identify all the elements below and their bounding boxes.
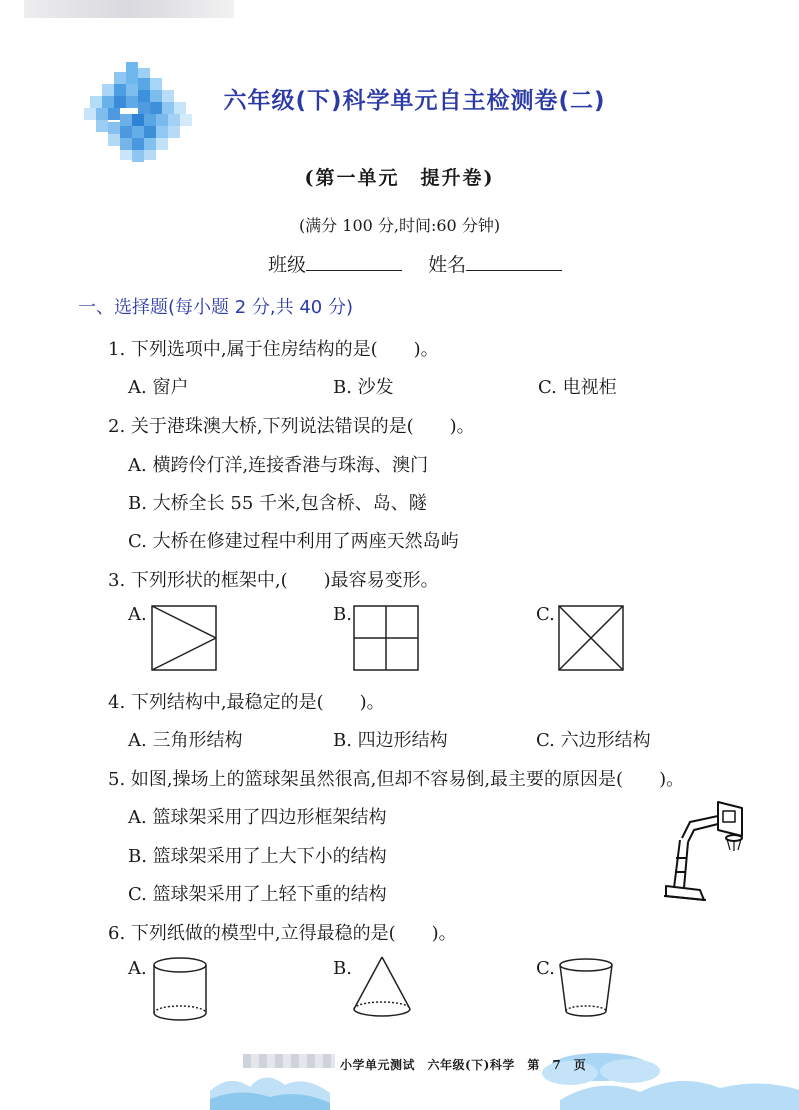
name-label: 姓名 bbox=[428, 254, 467, 276]
q3-option-b[interactable]: B. bbox=[333, 604, 352, 625]
section-title: 一、选择题(每小题 2 分,共 40 分) bbox=[78, 297, 354, 318]
q6-option-b[interactable]: B. bbox=[333, 958, 352, 979]
question-4: 4. 下列结构中,最稳定的是( )。 bbox=[108, 692, 385, 713]
q2-option-a[interactable]: A. 横跨伶仃洋,连接香港与珠海、澳门 bbox=[128, 455, 429, 476]
class-label: 班级 bbox=[268, 254, 307, 276]
question-6: 6. 下列纸做的模型中,立得最稳的是( )。 bbox=[108, 923, 457, 944]
name-blank[interactable] bbox=[466, 252, 562, 271]
page-title: 六年级(下)科学单元自主检测卷(二) bbox=[223, 88, 606, 114]
q1-option-a[interactable]: A. 窗户 bbox=[128, 377, 189, 398]
q2-option-b[interactable]: B. 大桥全长 55 千米,包含桥、岛、隧 bbox=[128, 493, 427, 514]
cylinder-model-icon bbox=[148, 955, 212, 1025]
cone-model-icon bbox=[350, 955, 414, 1025]
footer-blurred-logo bbox=[243, 1054, 335, 1068]
question-2: 2. 关于港珠澳大桥,下列说法错误的是( )。 bbox=[108, 416, 475, 437]
q1-option-b[interactable]: B. 沙发 bbox=[333, 377, 394, 398]
q4-option-a[interactable]: A. 三角形结构 bbox=[128, 730, 243, 751]
q3-frame-a-triangles bbox=[150, 604, 218, 672]
question-3: 3. 下列形状的框架中,( )最容易变形。 bbox=[108, 570, 439, 591]
q2-option-c[interactable]: C. 大桥在修建过程中利用了两座天然岛屿 bbox=[128, 531, 459, 552]
footer-wave-left bbox=[210, 1063, 330, 1110]
q3-option-c[interactable]: C. bbox=[536, 604, 555, 625]
score-info: (满分 100 分,时间:60 分钟) bbox=[298, 216, 501, 235]
basketball-hoop-icon bbox=[660, 798, 752, 908]
pixelated-logo bbox=[78, 62, 198, 172]
q6-option-a[interactable]: A. bbox=[128, 958, 147, 979]
question-1: 1. 下列选项中,属于住房结构的是( )。 bbox=[108, 339, 439, 360]
q3-frame-c-cross bbox=[557, 604, 625, 672]
q4-option-c[interactable]: C. 六边形结构 bbox=[536, 730, 651, 751]
footer-text: 小学单元测试 六年级(下)科学 第 7 页 bbox=[340, 1058, 587, 1072]
q4-option-b[interactable]: B. 四边形结构 bbox=[333, 730, 448, 751]
footer-wave-right bbox=[560, 1070, 799, 1110]
q5-option-c[interactable]: C. 篮球架采用了上轻下重的结构 bbox=[128, 884, 387, 905]
question-5: 5. 如图,操场上的篮球架虽然很高,但却不容易倒,最主要的原因是( )。 bbox=[108, 769, 685, 790]
q1-option-c[interactable]: C. 电视柜 bbox=[538, 377, 617, 398]
q5-option-b[interactable]: B. 篮球架采用了上大下小的结构 bbox=[128, 846, 387, 867]
class-name-row bbox=[268, 250, 582, 277]
q5-option-a[interactable]: A. 篮球架采用了四边形框架结构 bbox=[128, 807, 387, 828]
class-blank[interactable] bbox=[306, 252, 402, 271]
frustum-model-icon bbox=[554, 955, 618, 1025]
q3-option-a[interactable]: A. bbox=[128, 604, 147, 625]
q6-option-c[interactable]: C. bbox=[536, 958, 555, 979]
top-blurred-strip bbox=[24, 0, 234, 18]
q3-frame-b-grid bbox=[352, 604, 420, 672]
page-subtitle: (第一单元 提升卷) bbox=[304, 167, 495, 189]
